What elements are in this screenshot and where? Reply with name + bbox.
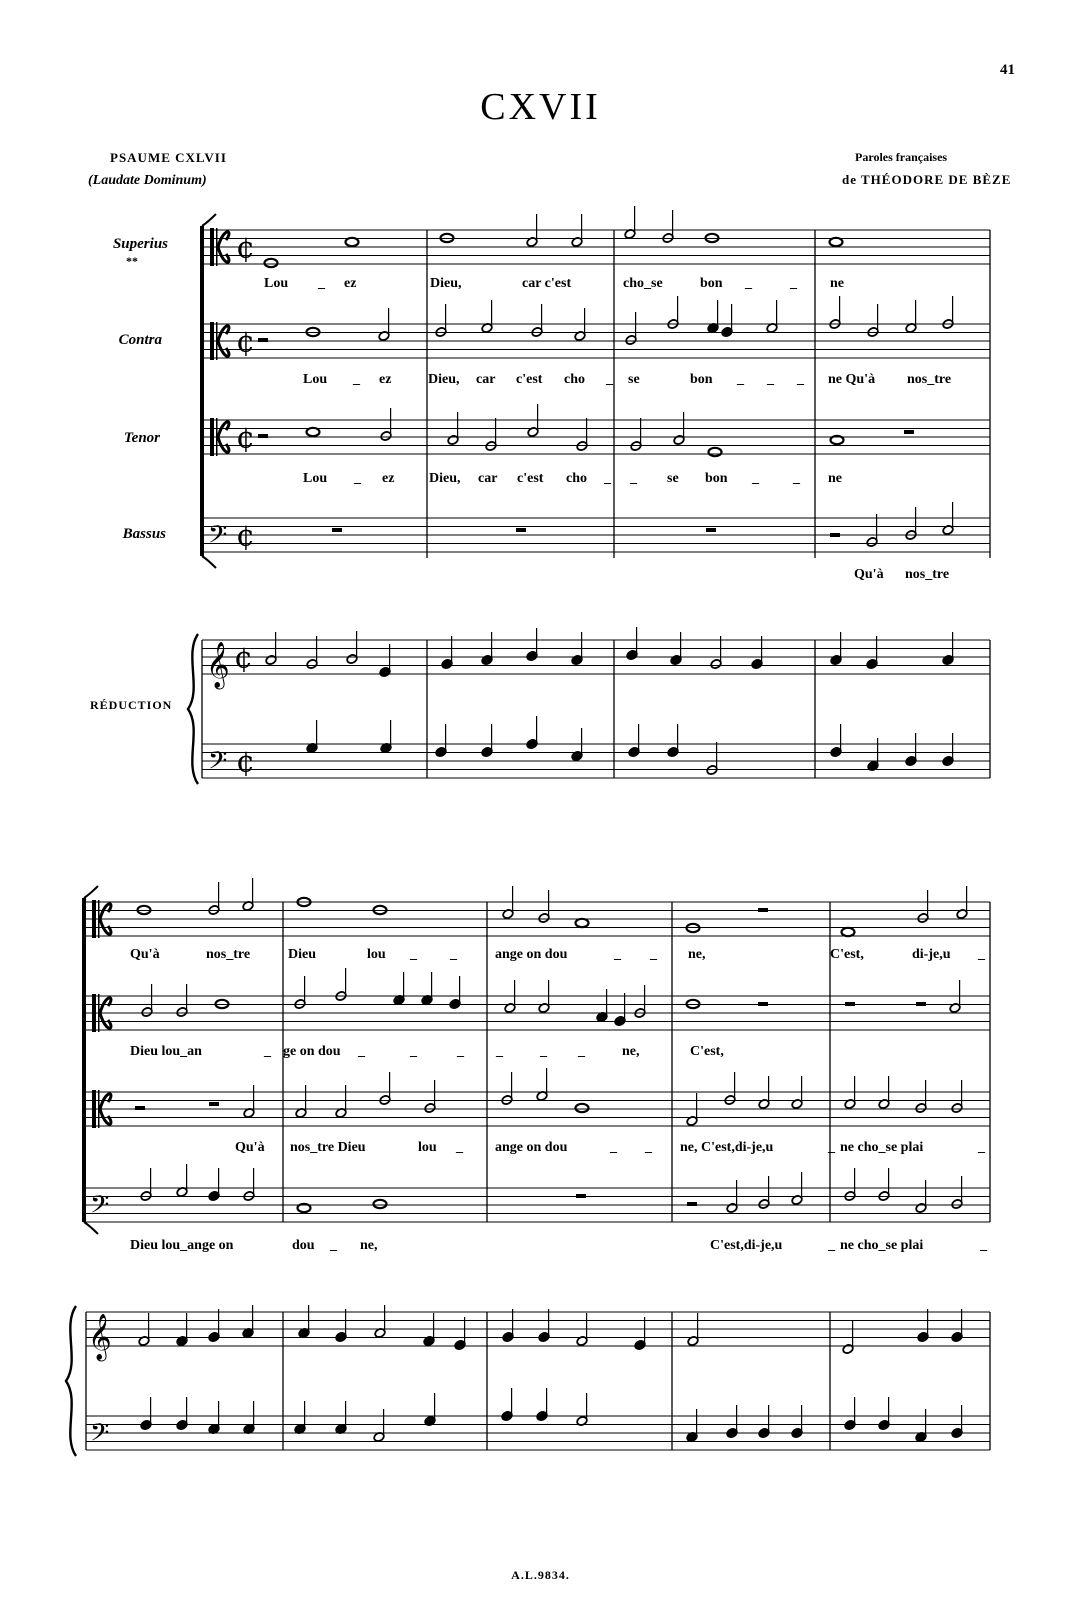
lyric-syllable: C'est, (830, 947, 864, 962)
lyric-syllable: Qu'à (130, 947, 160, 962)
lyric-syllable: _ (318, 276, 325, 291)
whole-note (576, 1104, 589, 1112)
lyric-syllable: cho_se (623, 276, 663, 291)
whole-note (830, 238, 843, 246)
page-number: 41 (1000, 62, 1015, 78)
lyric-syllable: _ (650, 947, 657, 962)
lyric-syllable: _ (606, 372, 613, 387)
lyric-syllable: _ (610, 1140, 617, 1155)
lyric-syllable: Lou (303, 372, 328, 387)
lyric-syllable: car (478, 471, 498, 486)
lyric-syllable: cho (566, 471, 587, 486)
bracket-hook-top (84, 886, 98, 898)
cut-time-icon: ¢ (236, 230, 256, 266)
rest (916, 1002, 926, 1006)
lyric-syllable: _ (578, 1044, 585, 1059)
lyric-syllable: _ (264, 1044, 271, 1059)
lyric-syllable: di-je,u (912, 947, 951, 962)
lyric-syllable: ne cho_se plai (840, 1238, 924, 1253)
rest (758, 1002, 768, 1006)
rest (258, 434, 268, 438)
lyric-syllable: _ (410, 1044, 417, 1059)
lyric-syllable: _ (745, 276, 752, 291)
lyric-syllable: lou (367, 947, 386, 962)
lyric-syllable: _ (630, 471, 637, 486)
lyric-syllable: ez (382, 471, 395, 486)
lyric-syllable: Dieu lou_an (130, 1044, 202, 1059)
treble-clef-icon: 𝄞 (206, 642, 230, 688)
lyric-syllable: se (667, 471, 679, 486)
lyric-syllable: _ (980, 1238, 987, 1253)
plate-number: A.L.9834. (511, 1568, 570, 1582)
lyric-syllable: _ (456, 1140, 463, 1155)
lyric-syllable: ne, (622, 1044, 640, 1059)
whole-note (346, 238, 359, 246)
lyric-syllable: _ (752, 471, 759, 486)
lyric-syllable: C'est, (690, 1044, 724, 1059)
system2-reduction-brace (66, 1306, 76, 1456)
credit-line-2: de THÉODORE DE BÈZE (842, 172, 1012, 187)
lyric-syllable: _ (793, 471, 800, 486)
lyric-syllable: Dieu lou_ange on (130, 1238, 234, 1253)
reduction-label: RÉDUCTION (90, 698, 173, 712)
lyric-syllable: bon (690, 372, 713, 387)
lyric-syllable: _ (358, 1044, 365, 1059)
lyric-syllable: ne cho_se plai (840, 1140, 924, 1155)
treble-clef-icon: 𝄞 (88, 1314, 112, 1360)
lyric-syllable: ne, C'est,di-je,u (680, 1140, 774, 1155)
voice-label-superius: Superius (112, 236, 168, 252)
page-title: CXVII (480, 86, 601, 128)
lyric-syllable: _ (450, 947, 457, 962)
rest (845, 1002, 855, 1006)
lyric-syllable: cho (564, 372, 585, 387)
rest (687, 1202, 697, 1206)
lyric-syllable: ez (379, 372, 392, 387)
rest (135, 1106, 145, 1110)
lyric-syllable: car (476, 372, 496, 387)
lyric-syllable: Dieu, (428, 372, 460, 387)
lyric-syllable: _ (354, 471, 361, 486)
lyric-syllable: nos_tre (905, 567, 950, 582)
lyric-syllable: ne (828, 471, 842, 486)
voice-label-tenor: Tenor (123, 430, 160, 446)
bracket-hook-top (202, 214, 216, 226)
lyric-syllable: _ (457, 1044, 464, 1059)
rest (516, 528, 526, 532)
lyric-syllable: _ (978, 947, 985, 962)
lyric-syllable: ne Qu'à (828, 372, 876, 387)
cut-time-icon: ¢ (234, 640, 254, 676)
rest (258, 338, 268, 342)
credit-line-1: Paroles françaises (855, 150, 948, 164)
lyric-syllable: se (628, 372, 640, 387)
bracket-hook-bottom (202, 556, 216, 568)
lyric-syllable: _ (645, 1140, 652, 1155)
lyric-syllable: _ (614, 947, 621, 962)
lyric-syllable: dou (292, 1238, 315, 1253)
lyric-syllable: _ (737, 372, 744, 387)
lyric-syllable: _ (797, 372, 804, 387)
lyric-syllable: bon (705, 471, 728, 486)
cut-time-icon: ¢ (236, 324, 256, 360)
lyric-syllable: ez (344, 276, 357, 291)
bass-clef-icon: 𝄢 (90, 1190, 110, 1226)
lyric-syllable: ge on dou (283, 1044, 341, 1059)
whole-note (709, 448, 722, 456)
voice-label-contra: Contra (118, 332, 162, 348)
lyric-syllable: _ (978, 1140, 985, 1155)
lyric-syllable: _ (496, 1044, 503, 1059)
bass-clef-icon: 𝄢 (208, 746, 228, 782)
lyric-syllable: Lou (264, 276, 289, 291)
whole-note (576, 919, 589, 927)
lyric-syllable: Dieu, (429, 471, 461, 486)
lyric-syllable: ne (830, 276, 844, 291)
lyric-syllable: c'est (516, 372, 543, 387)
rest (706, 528, 716, 532)
lyric-syllable: c'est (517, 471, 544, 486)
lyric-syllable: _ (330, 1238, 337, 1253)
bass-clef-icon: 𝄢 (90, 1418, 110, 1454)
cut-time-icon: ¢ (236, 518, 256, 554)
lyric-syllable: Dieu, (430, 276, 462, 291)
superius-footnote-mark: ** (126, 254, 138, 268)
rest (332, 528, 342, 532)
cut-time-icon: ¢ (236, 420, 256, 456)
rest (209, 1102, 219, 1106)
lyric-syllable: ne, (360, 1238, 378, 1253)
whole-note (842, 928, 855, 936)
lyric-syllable: _ (828, 1238, 835, 1253)
rest (758, 908, 768, 912)
lyric-syllable: ne, (688, 947, 706, 962)
voice-label-bassus: Bassus (122, 526, 166, 542)
rest (904, 430, 914, 434)
psalm-number: PSAUME CXLVII (110, 150, 227, 165)
rest (576, 1194, 586, 1198)
lyric-syllable: _ (604, 471, 611, 486)
lyric-syllable: car c'est (522, 276, 572, 291)
lyric-syllable: Qu'à (235, 1140, 265, 1155)
lyric-syllable: _ (410, 947, 417, 962)
lyric-syllable: C'est,di-je,u (710, 1238, 783, 1253)
lyric-syllable: Dieu (288, 947, 316, 962)
rest (830, 533, 840, 537)
cut-time-icon: ¢ (236, 744, 256, 780)
whole-note (374, 1200, 387, 1208)
lyric-syllable: nos_tre Dieu (290, 1140, 366, 1155)
lyric-syllable: ange on dou (495, 1140, 568, 1155)
lyric-syllable: nos_tre (907, 372, 952, 387)
system1-reduction-brace (188, 634, 198, 784)
whole-note (307, 428, 320, 436)
lyric-syllable: bon (700, 276, 723, 291)
lyric-syllable: _ (828, 1140, 835, 1155)
whole-note (265, 259, 278, 267)
lyric-syllable: _ (767, 372, 774, 387)
bass-clef-icon: 𝄢 (208, 520, 228, 556)
lyric-syllable: nos_tre (206, 947, 251, 962)
lyric-syllable: _ (540, 1044, 547, 1059)
lyric-syllable: lou (418, 1140, 437, 1155)
lyric-syllable: _ (790, 276, 797, 291)
lyric-syllable: Qu'à (854, 567, 884, 582)
lyric-syllable: _ (353, 372, 360, 387)
psalm-incipit: (Laudate Dominum) (88, 173, 207, 188)
lyric-syllable: Lou (303, 471, 328, 486)
lyric-syllable: ange on dou (495, 947, 568, 962)
